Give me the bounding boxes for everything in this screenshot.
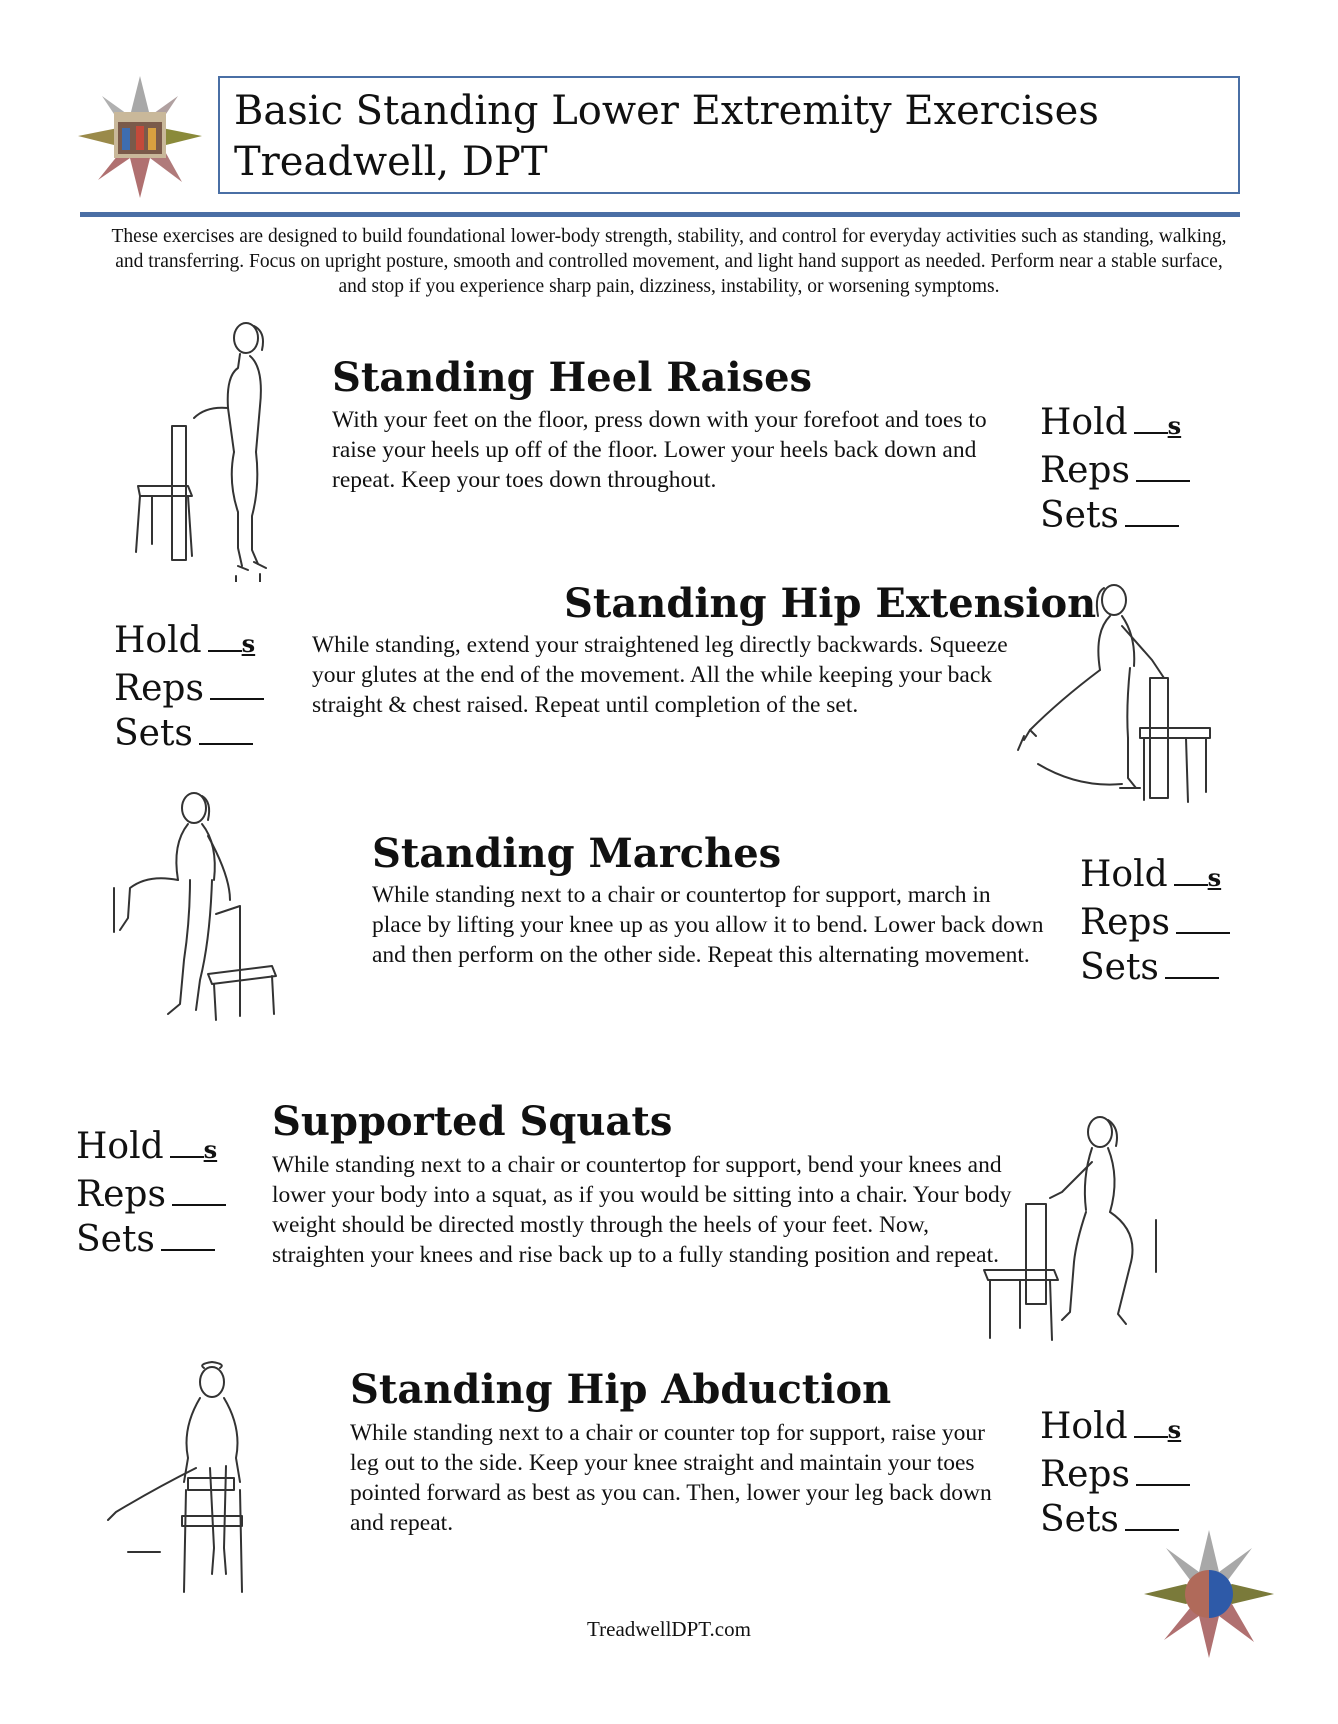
prescription-fields [1080,852,1230,990]
hold-field[interactable] [1080,852,1230,900]
reps-field[interactable] [1040,1452,1190,1497]
exercise-title: Standing Marches [372,830,782,877]
sets-label: Sets [1040,495,1119,536]
hold-label: Hold [1040,1406,1128,1447]
hip-abduction-figure-icon [100,1356,312,1596]
intro-paragraph: These exercises are designed to build foundational lower-body strength, stability, and control for everyday activities such as standing, walking, and transferring. Focus on upright posture, smooth and controlled movement, and light hand support as needed. Perform near a stable surface, and stop if you experience sharp pain, dizziness, instability, or worsening symptoms. [111,226,1227,297]
exercise-title: Supported Squats [272,1098,673,1145]
reps-field[interactable] [1040,448,1190,493]
seconds-unit: s [1167,1415,1182,1444]
exercise-description: With your feet on the floor, press down with your forefoot and toes to raise your heels up off of the floor. Lower your heels back down and repeat. Keep your toes down throughout. [332,407,987,493]
hip-extension-figure-icon [1010,578,1222,808]
prescription-fields [114,618,264,756]
prescription-fields [1040,400,1190,538]
hold-label: Hold [1080,854,1168,895]
seconds-unit: s [203,1135,218,1164]
seconds-unit: s [241,629,256,658]
hold-label: Hold [114,620,202,661]
seconds-unit: s [1167,411,1182,440]
marching-figure-icon [112,784,310,1030]
sets-field[interactable] [76,1217,226,1262]
sets-field[interactable] [1040,493,1190,538]
squat-figure-icon [980,1108,1166,1344]
hold-field[interactable] [1040,400,1190,448]
reps-label: Reps [76,1174,166,1215]
header-divider [80,212,1240,217]
reps-field[interactable] [76,1172,226,1217]
hold-label: Hold [76,1126,164,1167]
sets-label: Sets [76,1219,155,1260]
prescription-fields [1040,1404,1190,1542]
reps-field[interactable] [1080,900,1230,945]
hold-field[interactable] [1040,1404,1190,1452]
sets-field[interactable] [1080,945,1230,990]
hold-field[interactable] [114,618,264,666]
exercise-description: While standing next to a chair or counter top for support, raise your leg out to the side. Keep your knee straight and maintain your toes pointed forward as best as you can. Then, lower your leg back down and repeat. [350,1420,992,1536]
hold-label: Hold [1040,402,1128,443]
seconds-unit: s [1207,863,1222,892]
reps-label: Reps [1040,450,1130,491]
hold-field[interactable] [76,1124,226,1172]
exercise-description: While standing, extend your straightened leg directly backwards. Squeeze your glutes at the end of the movement. All the while keeping your back straight & chest raised. Repeat until completion of the set. [312,632,1008,718]
page-title: Basic Standing Lower Extremity Exercises [234,88,1099,134]
exercise-title: Standing Hip Abduction [350,1366,892,1413]
reps-field[interactable] [114,666,264,711]
sets-field[interactable] [114,711,264,756]
page-subtitle: Treadwell, DPT [234,139,548,185]
footer-link[interactable]: TreadwellDPT.com [587,1617,751,1641]
reps-label: Reps [1040,1454,1130,1495]
prescription-fields [76,1124,226,1262]
sets-label: Sets [114,713,193,754]
sets-label: Sets [1040,1499,1119,1540]
exercise-description: While standing next to a chair or countertop for support, bend your knees and lower your body into a squat, as if you would be sitting into a chair. Your body weight should be directed mostly through the heels of your feet. Now, straighten your knees and rise back up to a fully standing position and repeat. [272,1152,1012,1268]
logo-star-icon [78,76,202,198]
reps-label: Reps [1080,902,1170,943]
sets-label: Sets [1080,947,1159,988]
heel-raise-figure-icon [118,316,298,582]
exercise-description: While standing next to a chair or countertop for support, march in place by lifting your knee up as you allow it to bend. Lower back down and then perform on the other side. Repeat this alternating movement. [372,882,1044,968]
reps-label: Reps [114,668,204,709]
exercise-title: Standing Heel Raises [332,354,813,401]
exercise-title: Standing Hip Extension [564,580,1097,627]
